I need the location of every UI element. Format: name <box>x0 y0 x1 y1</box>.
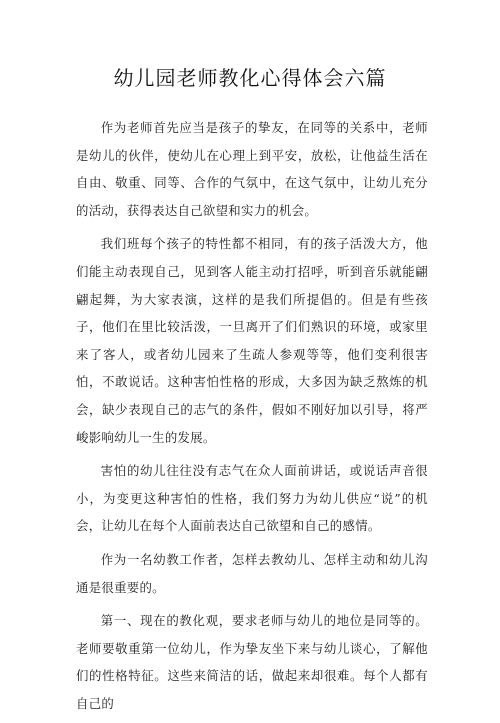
paragraph: 作为老师首先应当是孩子的挚友，在同等的关系中，老师是幼儿的伙伴，使幼儿在心理上到平安，放松，让他益生活在自由、敬重、同等、合作的气氛中，在这气氛中，让幼儿充分的活动，获得表达自己欲望和实力的机会。 <box>76 120 428 218</box>
document-body <box>76 114 428 723</box>
paragraph: 害怕的幼儿往往没有志气在众人面前讲话，或说话声音很小，为变更这种害怕的性格，我们努力为幼儿供应“说”的机会，让幼儿在每个人面前表达自己欲望和自己的感情。 <box>76 463 428 534</box>
document-title: 幼儿园老师教化心得体会六篇 <box>113 66 387 90</box>
paragraph: 第一、现在的教化观，要求老师与幼儿的地位是同等的。老师要敬重第一位幼儿，作为挚友坐下来与幼儿谈心，了解他们的性格特征。这些来简洁的话，做起来却很难。每个人都有自己的 <box>76 613 428 711</box>
paragraph: 作为一名幼教工作者，怎样去教幼儿、怎样主动和幼儿沟通是很重要的。 <box>76 551 428 595</box>
paragraph: 我们班每个孩子的特性都不相同，有的孩子活泼大方，他们能主动表现自己，见到客人能主动打招呼，听到音乐就能翩翩起舞，为大家表演，这样的是我们所提倡的。但是有些孩子，他们在里比较活泼，一旦离开了们们熟识的环境，或家里来了客人，或者幼儿园来了生疏人参观等等，他们变利很害怕，不敢说话。这种害怕性格的形成，大多因为缺乏熬炼的机会，缺少表现自己的志气的条件，假如不刚好加以引导，将严峻影响幼儿一生的发展。 <box>76 236 428 445</box>
